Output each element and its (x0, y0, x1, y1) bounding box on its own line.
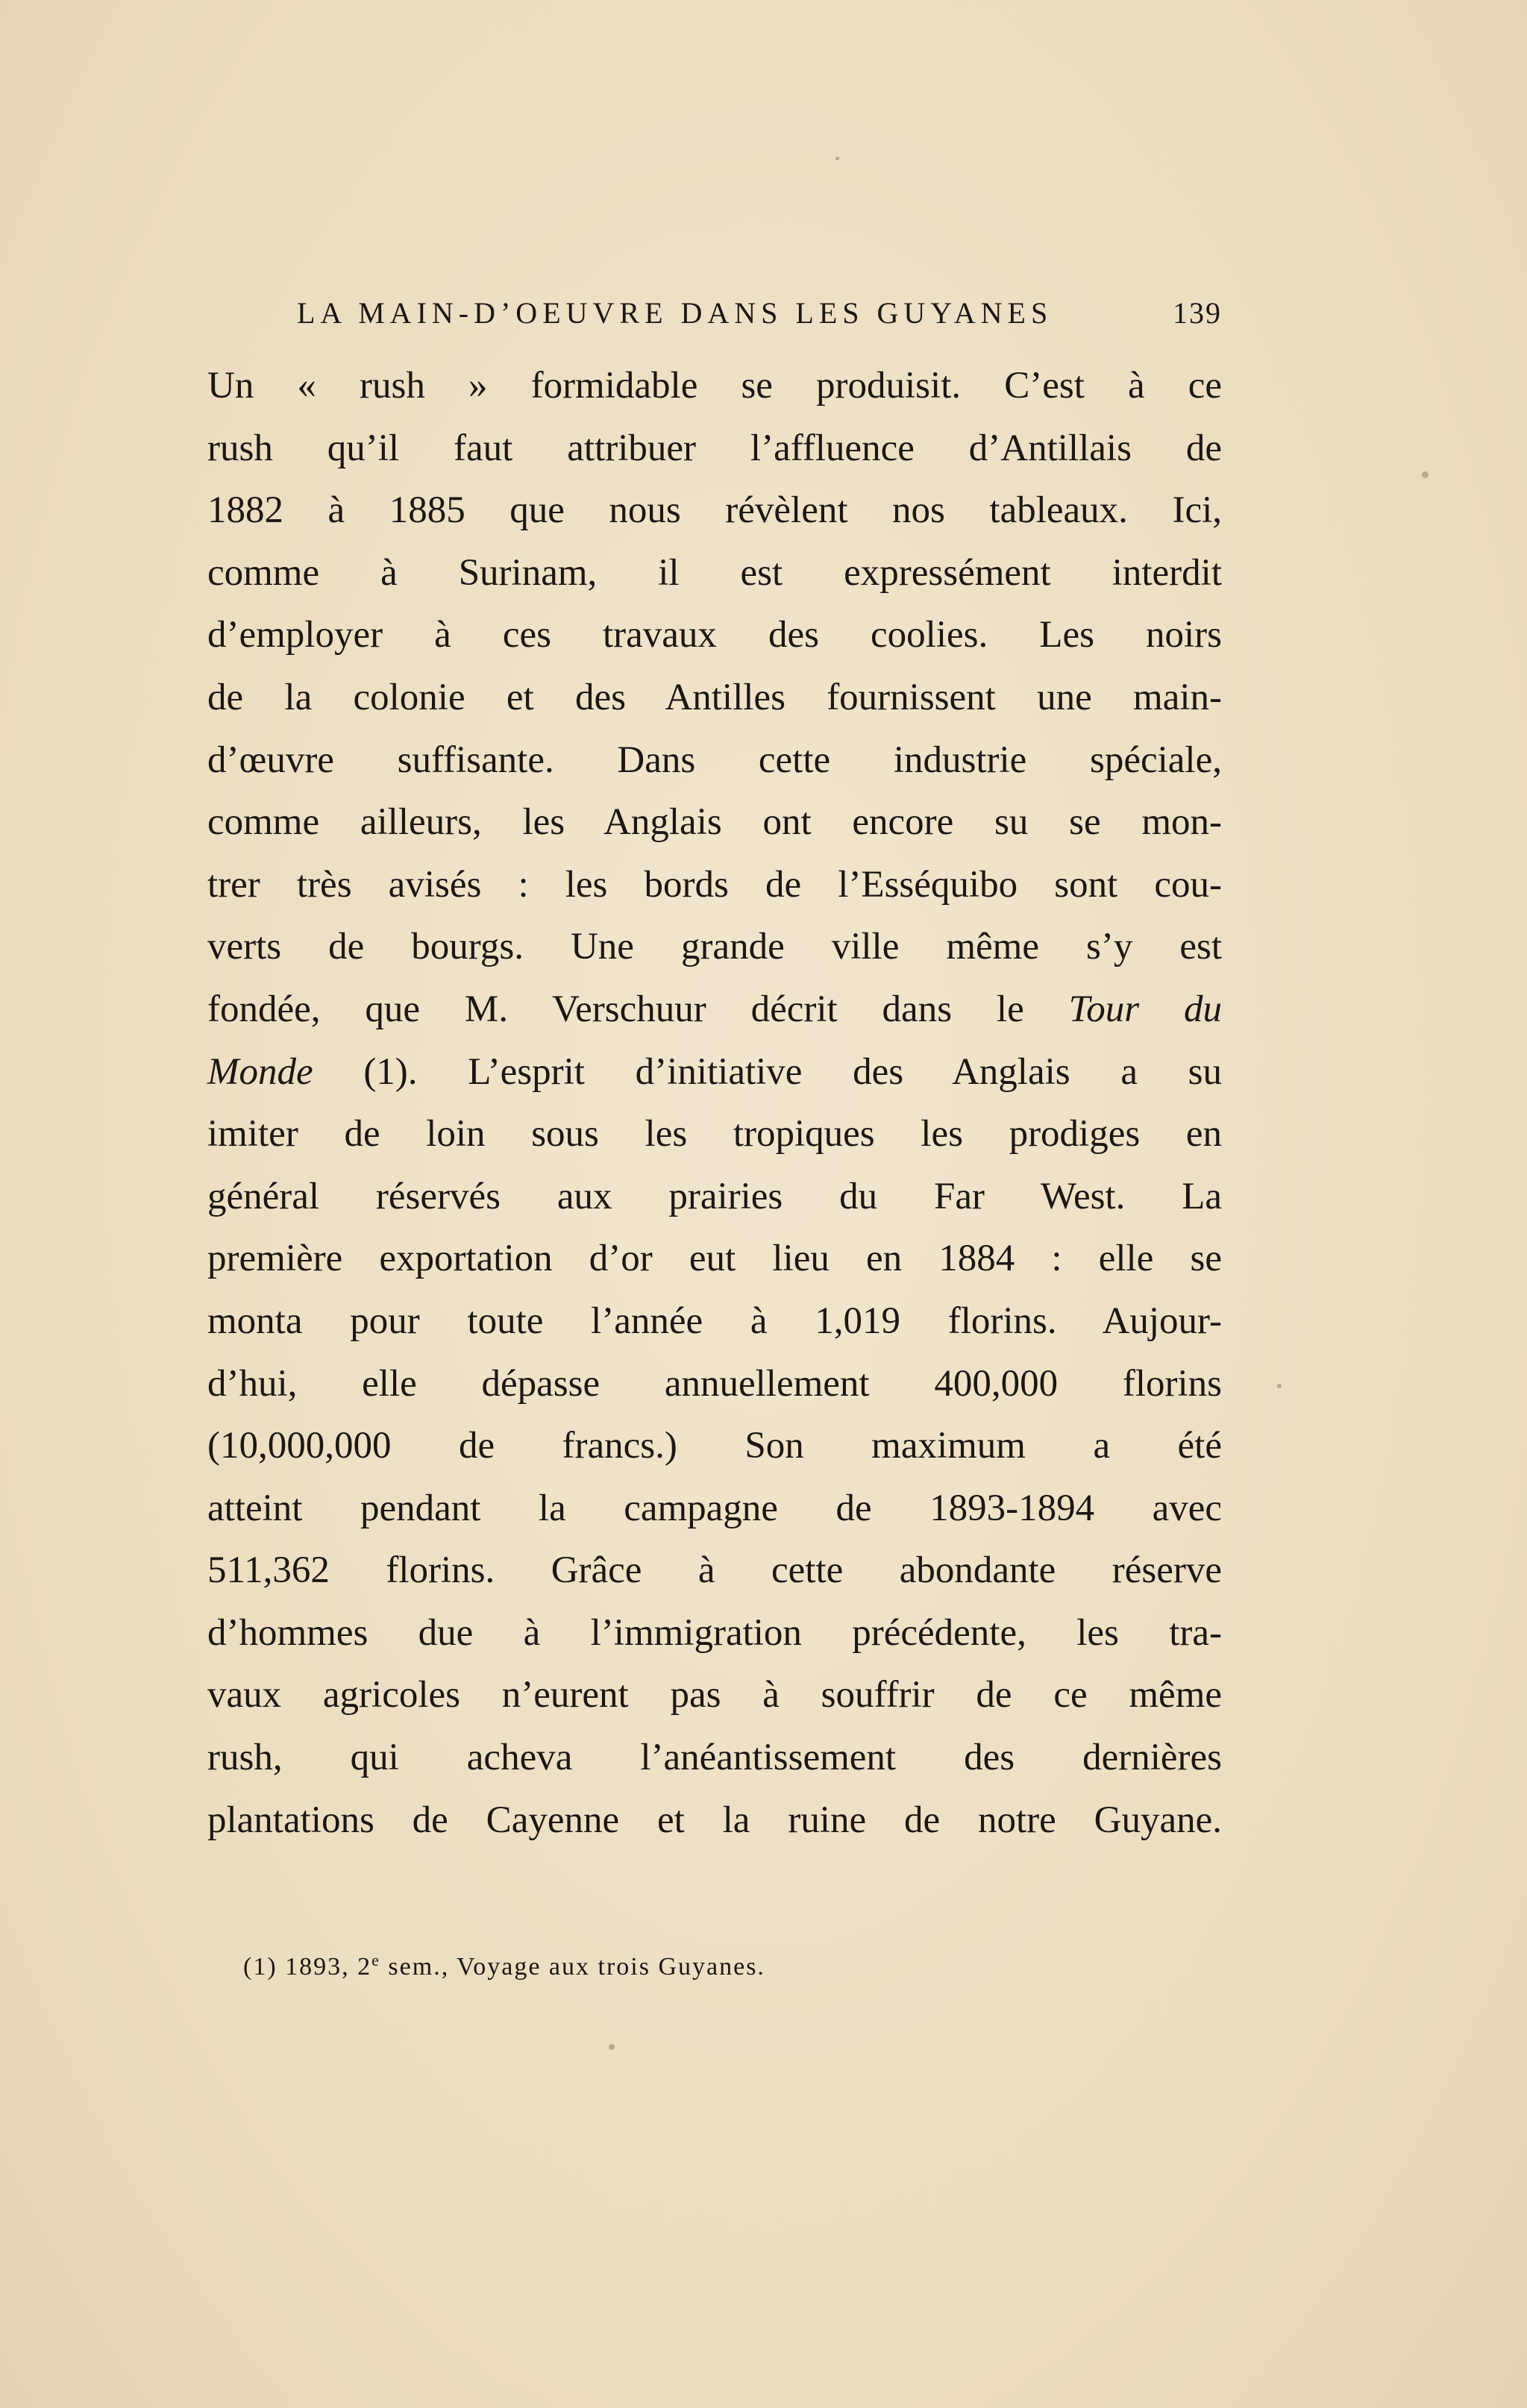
page-number: 139 (1173, 296, 1222, 330)
text-line: d’hui, elle dépasse annuellement 400,000 florins (207, 1362, 1222, 1405)
text-line: 1882 à 1885 que nous révèlent nos tableaux. Ici, (207, 489, 1222, 532)
paper-speck (1422, 471, 1429, 478)
text-line: (10,000,000 de francs.) Son maximum a été (207, 1425, 1222, 1467)
footnote (243, 1938, 989, 1990)
body-text (207, 355, 1222, 1852)
text-line-start: fondée, que M. Verschuur décrit dans le (207, 988, 1024, 1030)
text-line: monta pour toute l’année à 1,019 florins. Aujour- (207, 1299, 1222, 1342)
footnote-ordinal: 2 (357, 1953, 372, 1981)
text-line: Un « rush » formidable se produisit. C’est à ce (207, 365, 1222, 407)
text-line: d’hommes due à l’immigration précédente, les tra- (207, 1611, 1222, 1654)
paper-speck (609, 2044, 615, 2050)
text-line: d’œuvre suffisante. Dans cette industrie spéciale, (207, 739, 1222, 781)
text-line: plantations de Cayenne et la ruine de notre Guyane. (207, 1799, 1222, 1841)
text-line: verts de bourgs. Une grande ville même s’y est (207, 926, 1222, 968)
text-line-rest: (1). L’esprit d’initiative des Anglais a su (363, 1050, 1222, 1093)
footnote-ordinal-suffix: e (371, 1951, 380, 1969)
text-line (207, 1041, 1222, 1104)
text-line: trer très avisés : les bords de l’Esséquibo sont cou- (207, 863, 1222, 906)
text-line: rush qu’il faut attribuer l’affluence d’Antillais de (207, 427, 1222, 469)
footnote-year: 1893, (285, 1953, 350, 1981)
text-line: imiter de loin sous les tropiques les prodiges en (207, 1113, 1222, 1156)
text-line (207, 979, 1222, 1041)
running-head (297, 291, 1222, 336)
italic-title-part: Tour du (1068, 988, 1222, 1030)
text-line: comme ailleurs, les Anglais ont encore su se mon- (207, 801, 1222, 844)
text-line: 511,362 florins. Grâce à cette abondante réserve (207, 1549, 1222, 1592)
paper-speck (835, 157, 839, 160)
footnote-text: sem., Voyage aux trois Guyanes. (388, 1953, 765, 1981)
italic-title-part: Monde (207, 1050, 313, 1093)
text-line: comme à Surinam, il est expressément interdit (207, 551, 1222, 594)
text-line: de la colonie et des Antilles fournissent une main- (207, 676, 1222, 718)
running-head-title: LA MAIN-D’OEUVRE DANS LES GUYANES (297, 296, 1053, 330)
text-line: d’employer à ces travaux des coolies. Les noirs (207, 614, 1222, 656)
text-line: atteint pendant la campagne de 1893-1894 avec (207, 1487, 1222, 1529)
paper-speck (1277, 1384, 1282, 1388)
footnote-mark: (1) (243, 1953, 278, 1981)
text-line: vaux agricoles n’eurent pas à souffrir de ce même (207, 1674, 1222, 1716)
text-line: rush, qui acheva l’anéantissement des dernières (207, 1737, 1222, 1779)
text-line: première exportation d’or eut lieu en 1884 : elle se (207, 1238, 1222, 1280)
text-line: général réservés aux prairies du Far West. La (207, 1175, 1222, 1217)
